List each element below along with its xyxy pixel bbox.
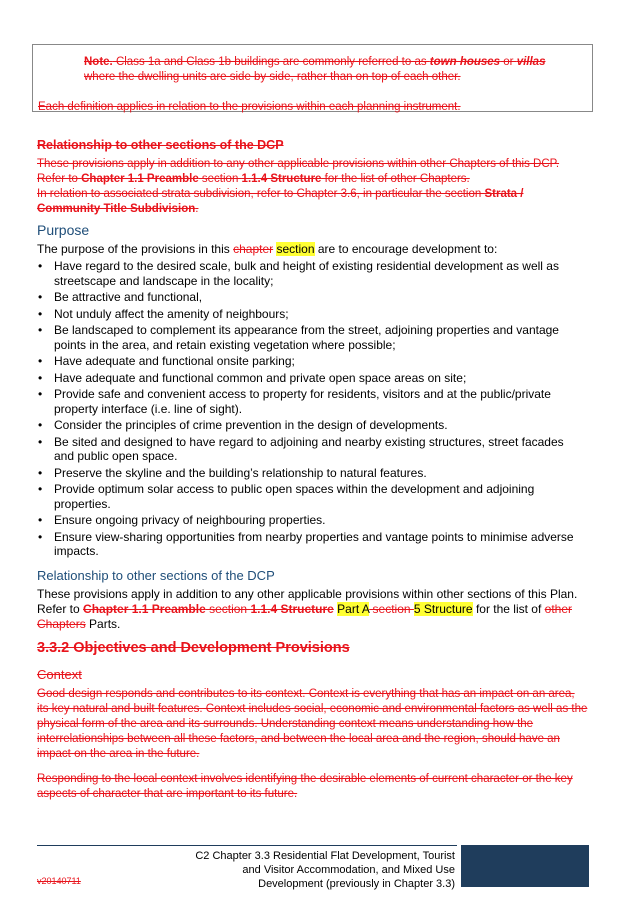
note-text: or (500, 56, 517, 68)
old-relationship-text: These provisions apply in addition to any other applicable provisions within other Chapters of this DCP. Refer to Chapter 1.1 Preamble section 1.1.4 Structure for the list of other Chapters. In relation to associated strata subdivision, refer to Chapter 3.6, in particular the section Strata / Community Title Subdivision. (37, 158, 560, 215)
list-item: • Be attractive and functional, (37, 290, 582, 305)
purpose-heading: Purpose (37, 222, 90, 238)
list-item: • Be sited and designed to have regard to adjoining and nearby existing structures, street facades and public open space. (37, 435, 582, 464)
note-term: villas (516, 56, 546, 68)
old-relationship-heading: Relationship to other sections of the DCP (37, 138, 284, 152)
footer-title: C2 Chapter 3.3 Residential Flat Development, Tourist and Visitor Accommodation, and Mixed Use Development (previously in Chapter 3.3) (195, 850, 455, 890)
list-item: • Have adequate and functional common and private open space areas on site; (37, 371, 582, 386)
list-item: • Be landscaped to complement its appearance from the street, adjoining properties and vantage points in the area, and retain existing vegetation where possible; (37, 323, 582, 352)
note-text: where the dwelling units are side by side, rather than on top of each other. (84, 71, 461, 83)
list-item: • Have regard to the desired scale, bulk and height of existing residential development as well as streetscape and landscape in the locality; (37, 259, 582, 288)
note-term: town houses (429, 56, 501, 68)
version-label: v20140711 (37, 876, 81, 886)
relationship-heading: Relationship to other sections of the DCP (37, 568, 275, 583)
relationship-text: These provisions apply in addition to any other applicable provisions within other sections of this Plan. Refer to Chapter 1.1 Preamble section 1.1.4 Structure Part A section 5 Structure for the list of other Chapters Parts. (37, 587, 578, 631)
list-item: • Provide safe and convenient access to property for residents, visitors and at the public/private property interface (i.e. line of sight). (37, 387, 582, 416)
purpose-intro: The purpose of the provisions in this chapter section are to encourage development to: (37, 242, 498, 256)
note-block (38, 55, 545, 115)
context-paragraph: Responding to the local context involves identifying the desirable elements of current character or the key aspects of character that are important to its future. (37, 773, 573, 800)
objectives-heading: 3.3.2 Objectives and Development Provisions (37, 640, 350, 656)
note-definition: Each definition applies in relation to the provisions within each planning instrument. (38, 101, 461, 113)
context-heading: Context (37, 667, 82, 682)
list-item: • Provide optimum solar access to public open spaces within the development and adjoining properties. (37, 482, 582, 511)
note-text: Class 1a and Class 1b buildings are commonly referred to as (112, 56, 430, 68)
footer-rule (37, 845, 457, 846)
list-item: • Consider the principles of crime prevention in the design of developments. (37, 418, 582, 433)
purpose-list (37, 259, 582, 561)
context-paragraph: Good design responds and contributes to its context. Context is everything that has an impact on an area, its key natural and built features. Context includes social, economic and environmental factors as well as the physical form of the area and its surrounds. Understanding context means understanding how the interrelationships between all these factors, and between the local area and the region, should have an impact on the area in the future. (37, 688, 588, 760)
note-label: Note. (84, 56, 113, 68)
list-item: • Not unduly affect the amenity of neighbours; (37, 307, 582, 322)
list-item: • Preserve the skyline and the building’s relationship to natural features. (37, 466, 582, 481)
list-item: • Ensure ongoing privacy of neighbouring properties. (37, 513, 582, 528)
list-item: • Ensure view-sharing opportunities from nearby properties and vantage points to minimise adverse impacts. (37, 530, 582, 559)
footer-box (461, 845, 589, 887)
list-item: • Have adequate and functional onsite parking; (37, 354, 582, 369)
